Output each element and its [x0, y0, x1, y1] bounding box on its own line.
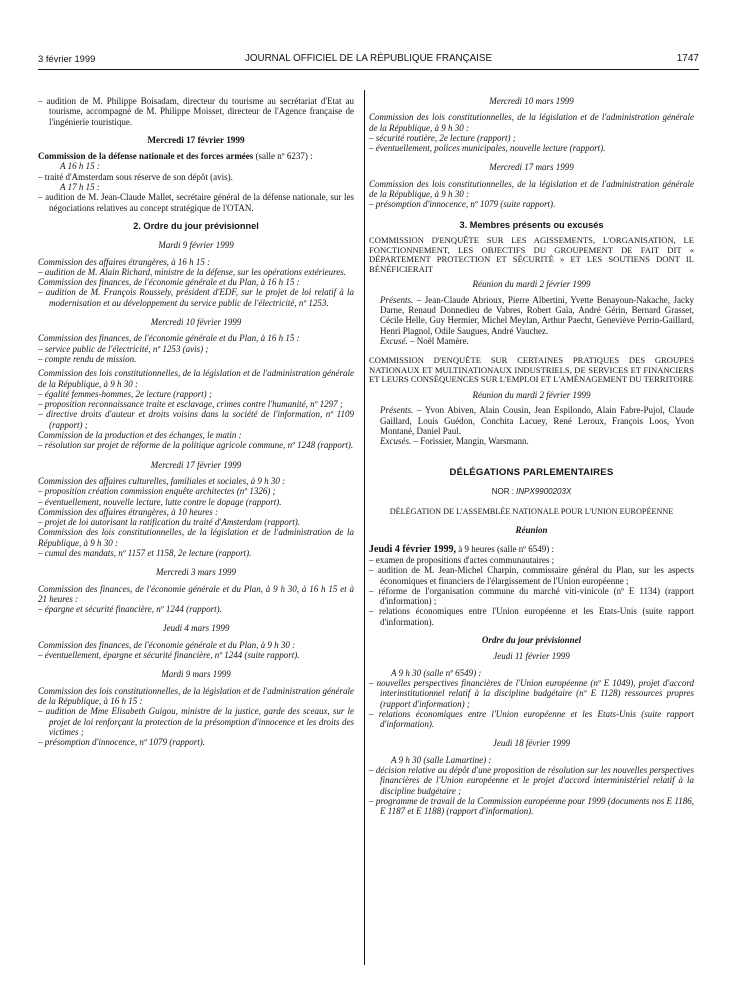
- list-item: – décision relative au dépôt d'une proposition de résolution sur les nouvelles perspectives financières de l'Union européenne et le projet d'accord interministériel relatif à la discipline budgétaire ;: [369, 765, 694, 796]
- column-divider: [364, 90, 365, 965]
- excuse-label: Excusés.: [380, 436, 412, 447]
- list-item: – projet de loi autorisant la ratification du traité d'Amsterdam (rapport).: [38, 517, 354, 527]
- header-date: 3 février 1999: [38, 53, 96, 64]
- nor-reference: [369, 487, 694, 497]
- nor-value: INPX9900203X: [516, 486, 572, 496]
- list-item: – sécurité routière, 2e lecture (rapport) ;: [369, 133, 694, 143]
- agenda-date: Mercredi 10 mars 1999: [489, 96, 574, 106]
- list-item: – programme de travail de la Commission européenne pour 1999 (documents nos E 1186, E 1187 et E 1188) (rapport d'information).: [369, 796, 694, 817]
- commission-line: Commission des finances, de l'économie générale et du Plan, à 9 h 30, à 16 h 15 et à 21 heures :: [38, 583, 354, 604]
- meeting-date: Réunion du mardi 2 février 1999: [472, 279, 591, 290]
- presents-names: – Jean-Claude Abrioux, Pierre Albertini, Yvette Benayoun-Nakache, Jacky Darne, Renaud Donnedieu de Vabres, Robert Gaïa, André Gérin, Bernard Grasset, Cécile Helle, Guy Hermier, Michel Meylan, Arthur Paecht, Geneviève Perrin-Gaillard, Henri Plagnol, Odile Saugues, André Vauchez.: [380, 294, 694, 336]
- time-label: A 17 h 15 :: [60, 182, 100, 193]
- commission-line: [38, 151, 354, 161]
- header-journal-title: JOURNAL OFFICIEL DE LA RÉPUBLIQUE FRANÇAISE: [245, 53, 492, 64]
- list-item: – relations économiques entre l'Union européenne et les Etats-Unis (suite rapport d'information).: [369, 709, 694, 730]
- section-heading: 2. Ordre du jour prévisionnel: [133, 220, 259, 231]
- list-item: – traité d'Amsterdam sous réserve de son dépôt (avis).: [38, 172, 354, 182]
- commission-line: Commission des lois constitutionnelles, de la législation et de l'administration de la République, à 9 h 30 :: [38, 527, 354, 548]
- list-item: – directive droits d'auteur et droits voisins dans la société de l'information, nº 1109 (rapport) ;: [38, 409, 354, 430]
- list-item: – résolution sur projet de réforme de la politique agricole commune, nº 1248 (rapport).: [38, 440, 354, 450]
- commission-title: COMMISSION D'ENQUÊTE SUR CERTAINES PRATIQUES DES GROUPES NATIONAUX ET MULTINATIONAUX INDUSTRIELS, DE SERVICES ET FINANCIERS ET LEURS CONSÉQUENCES SUR L'EMPLOI ET L'AMÉNAGEMENT DU TERRITOIRE: [369, 355, 694, 385]
- list-item: – épargne et sécurité financière, nº 1244 (rapport).: [38, 604, 354, 614]
- agenda-date: Mardi 9 février 1999: [158, 240, 234, 251]
- commission-line: Commission des lois constitutionnelles, de la législation et de l'administration générale de la République, à 9 h 30 :: [38, 368, 354, 389]
- presents-names: – Yvon Abiven, Alain Cousin, Jean Espilondo, Alain Fabre-Pujol, Claude Gaillard, Louis Guédon, Conchita Lacuey, René Leroux, François Loos, Yvon Montané, Daniel Paul.: [380, 405, 694, 436]
- agenda-date: Jeudi 4 mars 1999: [162, 623, 230, 634]
- commission-line: Commission des lois constitutionnelles, de la législation et de l'administration générale de la République, à 9 h 30 :: [369, 112, 694, 133]
- meeting-date: Jeudi 4 février 1999,: [369, 543, 457, 555]
- list-item: – audition de M. François Roussely, président d'EDF, sur le projet de loi relatif à la modernisation et au développement du service public de l'électricité, nº 1253.: [38, 287, 354, 308]
- presents-line: [369, 295, 694, 336]
- section-date: Mercredi 17 février 1999: [147, 134, 245, 145]
- list-item: – présomption d'innocence, nº 1079 (rapport).: [38, 737, 354, 747]
- subsection-heading: Réunion: [515, 525, 548, 536]
- agenda-date: Jeudi 18 février 1999: [492, 738, 571, 749]
- presents-label: Présents.: [380, 294, 414, 305]
- meeting-time-room: à 9 heures (salle nº 6549) :: [456, 543, 555, 554]
- commission-line: Commission de la production et des échanges, le matin :: [38, 430, 242, 441]
- commission-line: Commission des lois constitutionnelles, de la législation et de l'administration générale de la République, à 16 h 15 :: [38, 685, 354, 706]
- commission-line: Commission des finances, de l'économie générale et du Plan, à 16 h 15 :: [38, 333, 300, 344]
- list-item: – audition de M. Jean-Claude Mallet, secrétaire général de la défense nationale, sur les négociations relatives au concept stratégique de l'OTAN.: [38, 192, 354, 213]
- list-item: – audition de M. Jean-Michel Charpin, commissaire général du Plan, sur les aspects économiques et financiers de l'élargissement de l'Union européenne ;: [369, 565, 694, 586]
- list-item: – audition de Mme Elisabeth Guigou, ministre de la justice, garde des sceaux, sur le projet de loi renforçant la protection de la présomption d'innocence et les droits des victimes ;: [38, 706, 354, 737]
- header-page-number: 1747: [676, 53, 699, 64]
- excuse-line: [369, 336, 694, 346]
- header-rule: [38, 69, 699, 70]
- excuse-names: – Forissier, Mangin, Warsmann.: [411, 436, 529, 447]
- list-item: – audition de M. Philippe Boisadam, directeur du tourisme au secrétariat d'Etat au tourisme, accompagné de M. Philippe Moisset, directeur de l'Agence française de l'ingénierie touristique.: [38, 96, 354, 127]
- time-label: A 16 h 15 :: [60, 161, 100, 172]
- list-item: – éventuellement, polices municipales, nouvelle lecture (rapport).: [369, 143, 694, 153]
- section-heading: DÉLÉGATIONS PARLEMENTAIRES: [449, 467, 614, 479]
- delegation-name: DÉLÉGATION DE L'ASSEMBLÉE NATIONALE POUR L'UNION EUROPÉENNE: [389, 506, 674, 516]
- agenda-date: Jeudi 11 février 1999: [493, 651, 570, 662]
- left-column: [38, 96, 354, 747]
- time-label: A 9 h 30 (salle nº 6549) :: [391, 667, 482, 678]
- excuse-line: [369, 436, 694, 446]
- list-item: – réforme de l'organisation commune du marché viti-vinicole (nº E 1134) (rapport d'information) ;: [369, 586, 694, 607]
- commission-line: Commission des affaires étrangères, à 16 h 15 :: [38, 256, 211, 267]
- presents-label: Présents.: [380, 405, 414, 416]
- list-item: – éventuellement, nouvelle lecture, lutte contre le dopage (rapport).: [38, 497, 354, 507]
- list-item: – nouvelles perspectives financières de l'Union européenne (nº E 1049), projet d'accord interinstitutionnel relatif à la discipline budgétaire (nº E 1128) ressources propres (rapport d'information) ;: [369, 678, 694, 709]
- page-header: [38, 53, 699, 69]
- meeting-date: Réunion du mardi 2 février 1999: [472, 389, 591, 400]
- list-item: – cumul des mandats, nº 1157 et 1158, 2e lecture (rapport).: [38, 548, 354, 558]
- time-label: A 9 h 30 (salle Lamartine) :: [391, 754, 492, 765]
- excuse-names: – Noël Mamère.: [407, 335, 469, 346]
- list-item: – audition de M. Alain Richard, ministre de la défense, sur les opérations extérieures.: [38, 267, 354, 277]
- commission-room: (salle nº 6237) :: [253, 151, 313, 162]
- list-item: – égalité femmes-hommes, 2e lecture (rapport) ;: [38, 389, 354, 399]
- list-item: – proposition reconnaissance traite et esclavage, crimes contre l'humanité, nº 1297 ;: [38, 399, 354, 409]
- presents-line: [369, 405, 694, 436]
- right-column: [369, 96, 694, 817]
- subsection-heading: Ordre du jour prévisionnel: [481, 635, 582, 646]
- commission-line: Commission des affaires étrangères, à 10 heures :: [38, 506, 218, 517]
- agenda-date: Mercredi 10 février 1999: [150, 317, 242, 328]
- excuse-label: Excusé.: [380, 335, 408, 346]
- agenda-date: Mercredi 3 mars 1999: [155, 567, 237, 578]
- agenda-date: Mercredi 17 février 1999: [150, 459, 242, 470]
- list-item: – présomption d'innocence, nº 1079 (suite rapport).: [369, 199, 694, 209]
- commission-line: Commission des finances, de l'économie générale et du Plan, à 16 h 15 :: [38, 277, 300, 288]
- commission-line: Commission des affaires culturelles, familiales et sociales, à 9 h 30 :: [38, 475, 286, 486]
- list-item: – compte rendu de mission.: [38, 354, 354, 364]
- section-heading: 3. Membres présents ou excusés: [459, 219, 604, 230]
- nor-label: NOR :: [491, 486, 517, 496]
- list-item: – éventuellement, épargne et sécurité financière, nº 1244 (suite rapport).: [38, 650, 354, 660]
- list-item: – examen de propositions d'actes communautaires ;: [369, 555, 694, 565]
- list-item: – proposition création commission enquête architectes (nº 1326) ;: [38, 486, 354, 496]
- commission-line: Commission des lois constitutionnelles, de la législation et de l'administration générale de la République, à 9 h 30 :: [369, 178, 694, 200]
- list-item: – service public de l'électricité, nº 1253 (avis) ;: [38, 344, 354, 354]
- agenda-date: Mardi 9 mars 1999: [161, 669, 231, 680]
- agenda-date: Mercredi 17 mars 1999: [489, 162, 574, 173]
- commission-line: Commission des finances, de l'économie générale et du Plan, à 9 h 30 :: [38, 639, 296, 650]
- commission-title: COMMISSION D'ENQUÊTE SUR LES AGISSEMENTS, L'ORGANISATION, LE FONCTIONNEMENT, LES OBJECTIFS DU GROUPEMENT DE FAIT DIT « DÉPARTEMENT PROTECTION ET SÉCURITÉ » ET LES SOUTIENS DONT IL BÉNÉFICIERAIT: [369, 234, 694, 274]
- list-item: – relations économiques entre l'Union européenne et les Etats-Unis (suite rapport d'information).: [369, 606, 694, 627]
- meeting-line: [369, 544, 694, 555]
- commission-name: Commission de la défense nationale et des forces armées: [38, 151, 254, 162]
